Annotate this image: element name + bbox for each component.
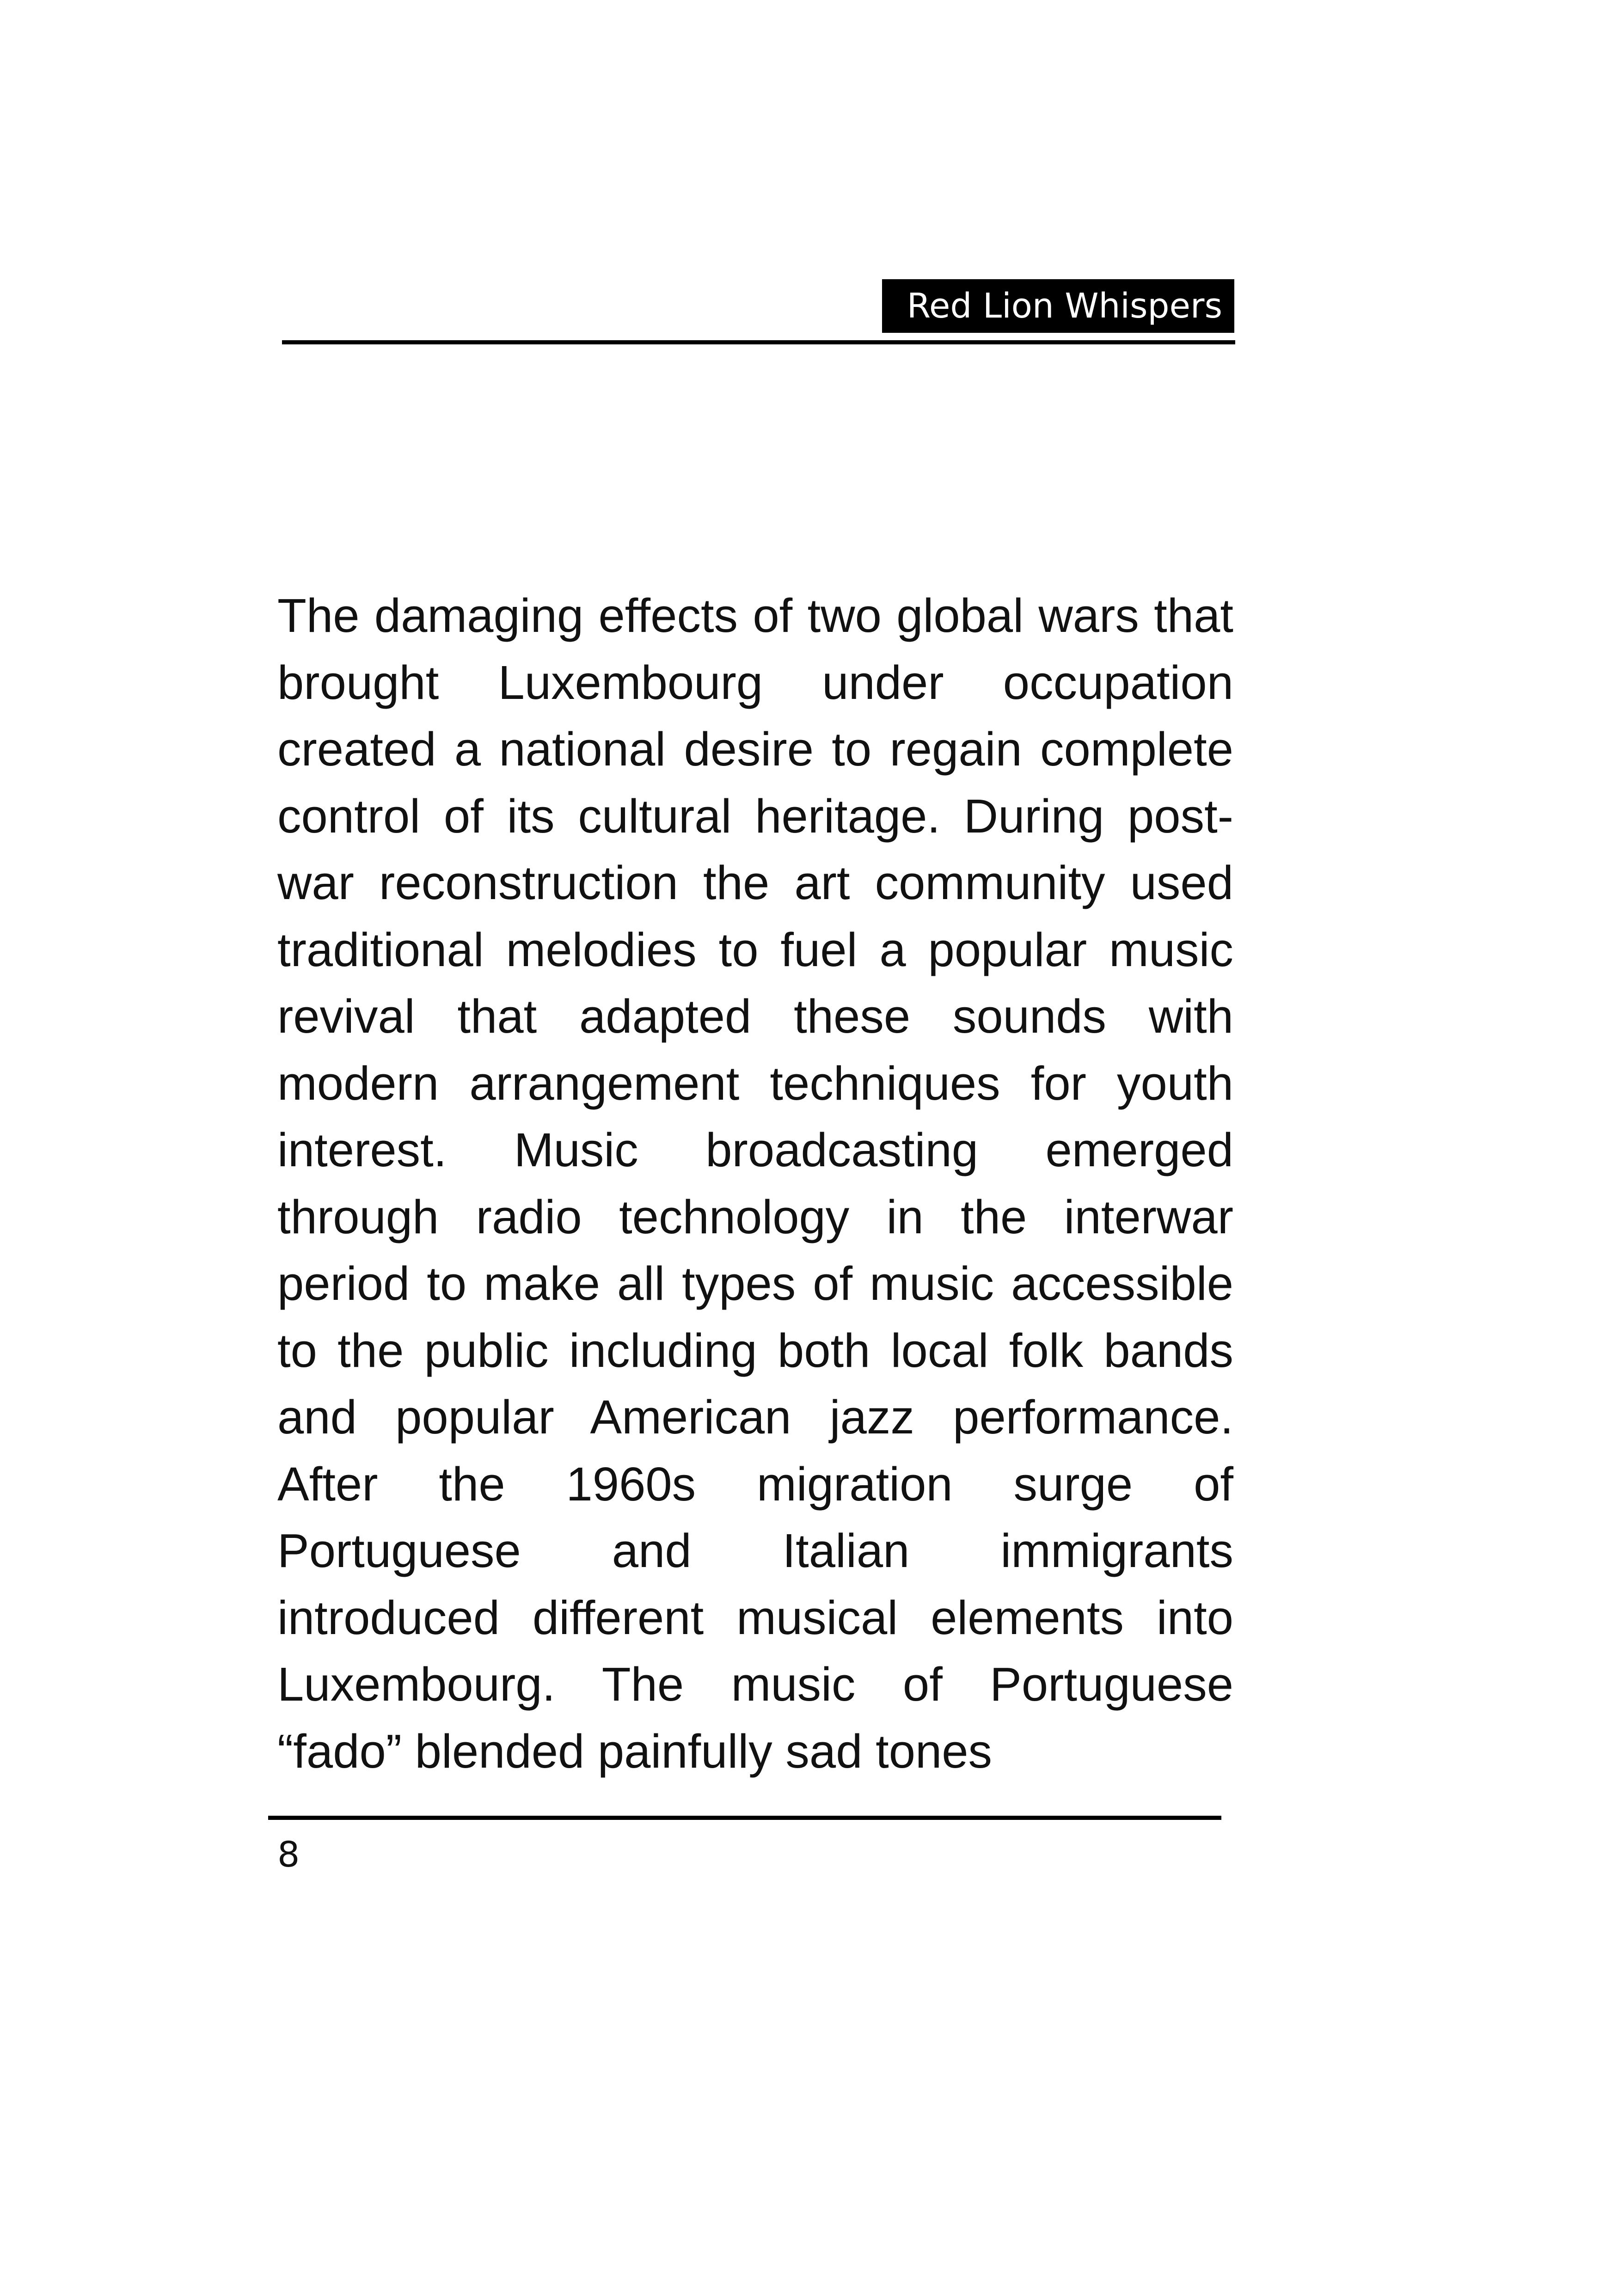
footer-rule [268,1816,1221,1820]
body-paragraph: The damaging effects of two global wars that brought Luxembourg under occupation created a national desire to regain complete control of its cultural heritage. During post-war reconstruction the art community used traditional melodies to fuel a popular music revival that adapted these sounds with modern arrangement techniques for youth interest. Music broadcasting emerged through radio technology in the interwar period to make all types of music accessible to the public including both local folk bands and popular American jazz performance. After the 1960s migration surge of Portuguese and Italian immigrants introduced different musical elements into Luxembourg. The music of Portuguese “fado” blended painfully sad tones [277,589,1233,1778]
running-header-title: Red Lion Whispers [882,279,1234,333]
page-number: 8 [277,1834,300,1875]
header-rule [282,340,1235,344]
